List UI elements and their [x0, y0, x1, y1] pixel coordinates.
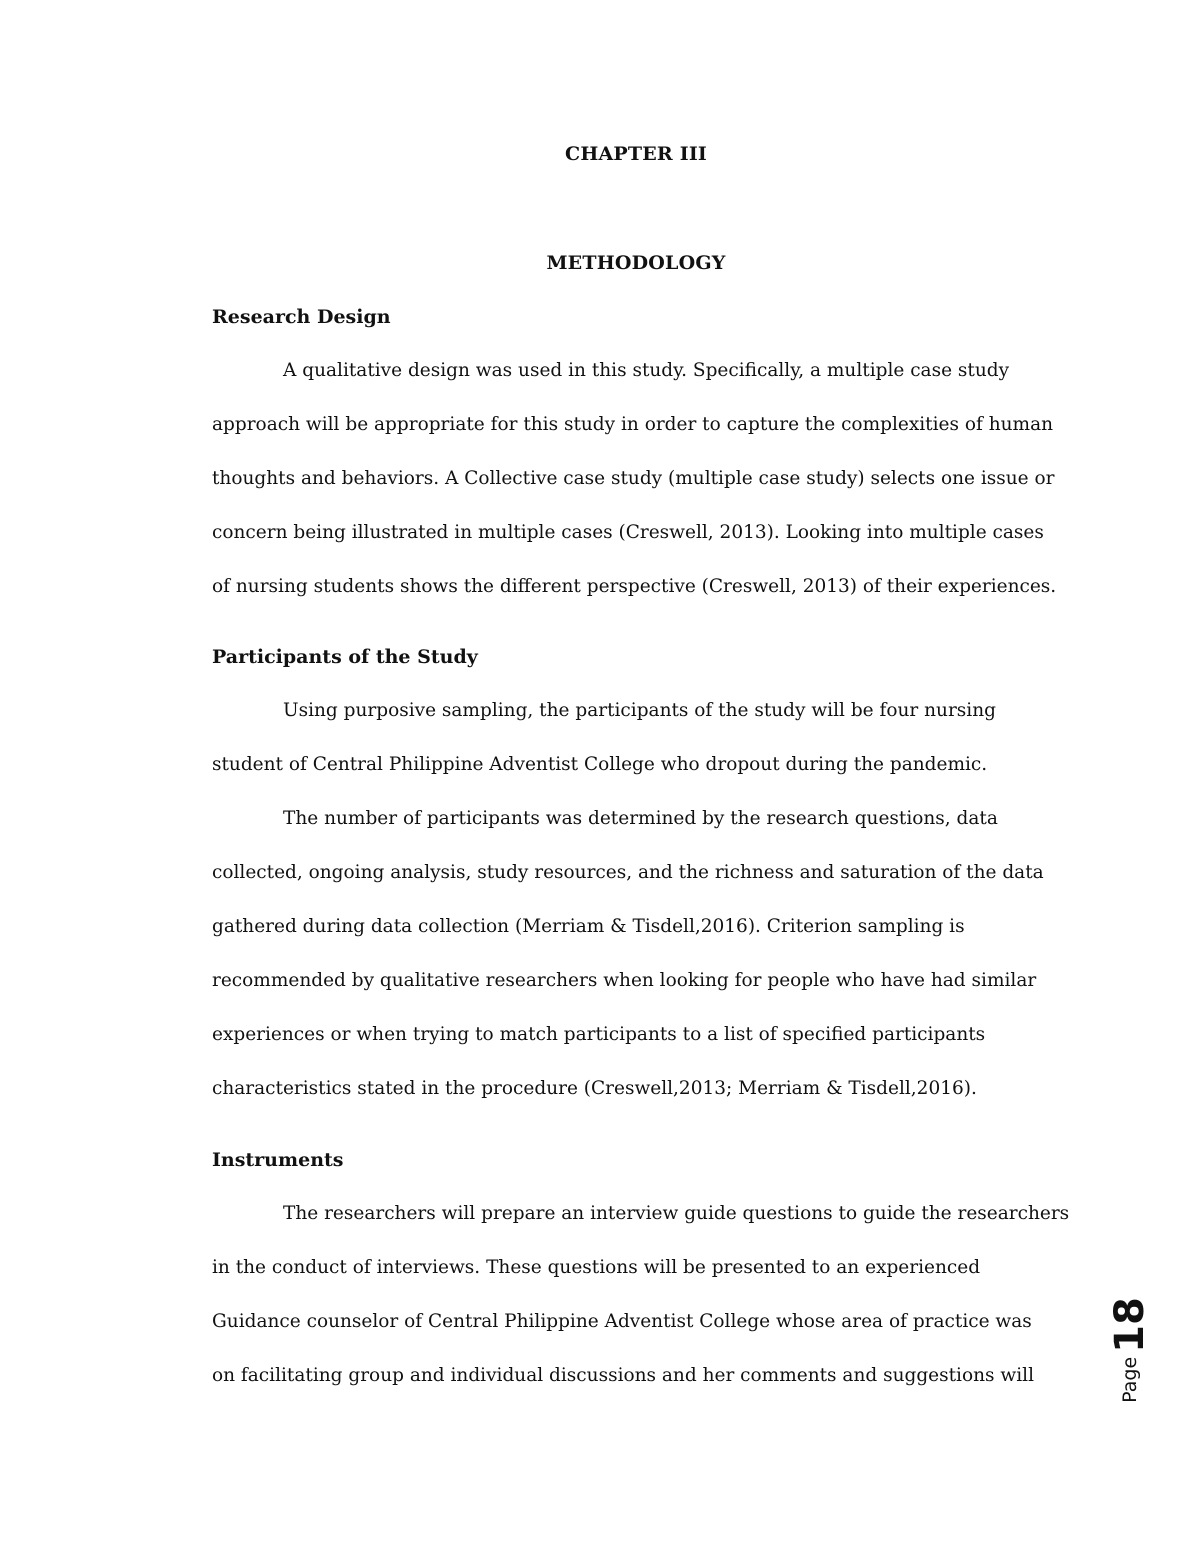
- paragraph-line: concern being illustrated in multiple cases (Creswell, 2013). Looking into multiple cases: [212, 522, 1044, 543]
- paragraph-line: characteristics stated in the procedure (Creswell,2013; Merriam & Tisdell,2016).: [212, 1078, 977, 1099]
- page-title: METHODOLOGY: [546, 252, 726, 274]
- paragraph-line: approach will be appropriate for this study in order to capture the complexities of human: [212, 414, 1054, 435]
- paragraph-line: The researchers will prepare an interview guide questions to guide the researchers: [283, 1203, 1070, 1224]
- paragraph-line: recommended by qualitative researchers when looking for people who have had similar: [212, 970, 1037, 991]
- paragraph-line: of nursing students shows the different perspective (Creswell, 2013) of their experiences.: [212, 576, 1057, 597]
- page-number-value: 18: [1107, 1297, 1153, 1353]
- paragraph-line: on facilitating group and individual discussions and her comments and suggestions will: [212, 1365, 1034, 1386]
- paragraph-line: A qualitative design was used in this study. Specifically, a multiple case study: [283, 360, 1010, 381]
- section-heading-research-design: Research Design: [212, 306, 391, 328]
- page-number: [1080, 1290, 1180, 1410]
- page-label: Page: [1119, 1356, 1141, 1403]
- chapter-title: CHAPTER III: [565, 143, 707, 165]
- section-heading-instruments: Instruments: [212, 1149, 344, 1171]
- paragraph-line: Guidance counselor of Central Philippine Adventist College whose area of practice was: [212, 1311, 1032, 1332]
- paragraph-line: in the conduct of interviews. These questions will be presented to an experienced: [212, 1257, 981, 1278]
- paragraph-line: Using purposive sampling, the participants of the study will be four nursing: [283, 700, 996, 721]
- paragraph-line: gathered during data collection (Merriam & Tisdell,2016). Criterion sampling is: [212, 916, 965, 937]
- section-heading-participants: Participants of the Study: [212, 646, 478, 668]
- paragraph-line: collected, ongoing analysis, study resources, and the richness and saturation of the data: [212, 862, 1044, 883]
- paragraph-line: experiences or when trying to match participants to a list of specified participants: [212, 1024, 986, 1045]
- paragraph-line: The number of participants was determined by the research questions, data: [283, 808, 998, 829]
- paragraph-line: student of Central Philippine Adventist College who dropout during the pandemic.: [212, 754, 988, 775]
- paragraph-line: thoughts and behaviors. A Collective case study (multiple case study) selects one issue or: [212, 468, 1055, 489]
